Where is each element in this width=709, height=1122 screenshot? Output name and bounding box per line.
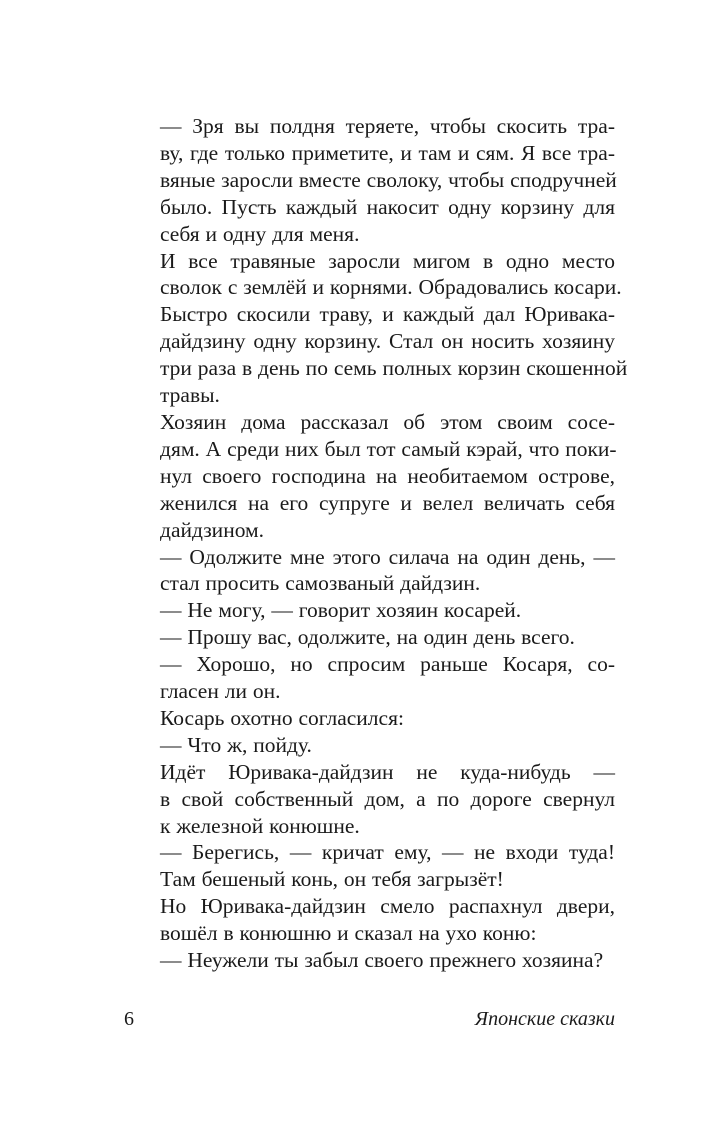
running-title: Японские сказки (474, 1008, 615, 1030)
page-footer (124, 1008, 615, 1036)
text-line: — Берегись, — кричат ему, — не входи туда! (160, 840, 615, 865)
text-line: — Зря вы полдня теряете, чтобы скосить тра- (160, 114, 615, 138)
text-line: Быстро скосили траву, и каждый дал Юривака- (160, 302, 615, 327)
text-line: к железной конюшне. (160, 813, 360, 838)
paragraph-10 (124, 759, 615, 840)
text-line: стал просить самозваный дайдзин. (160, 571, 481, 596)
paragraph-7 (124, 651, 615, 705)
text-line: — Прошу вас, одолжите, на один день всего. (160, 625, 575, 650)
text-line: Там бешеный конь, он тебя загрызёт! (160, 867, 504, 892)
paragraph-2 (124, 248, 628, 409)
text-line: дайдзином. (160, 517, 265, 542)
text-line: ву, где только приметите, и там и сям. Я все тра- (160, 140, 615, 165)
paragraph-3 (124, 409, 615, 544)
text-line: гласен ли он. (160, 679, 281, 704)
paragraph-13 (124, 947, 615, 974)
paragraph-6 (124, 624, 615, 651)
paragraph-4 (124, 544, 615, 598)
paragraph-9 (124, 732, 615, 759)
text-line: Хозяин дома рассказал об этом своим сосе- (160, 409, 615, 434)
text-line: в свой собственный дом, а по дороге свернул (160, 786, 615, 811)
text-line: женился на его супруге и велел величать себя (160, 490, 615, 515)
text-line: вяные заросли вместе сволоку, чтобы сподручней (160, 167, 617, 192)
text-line: себя и одну для меня. (160, 221, 360, 246)
paragraph-8 (124, 705, 615, 732)
text-line: И все травяные заросли мигом в одно место (160, 248, 615, 273)
book-page-body (124, 113, 628, 974)
page-number: 6 (124, 1008, 134, 1030)
text-line: травы. (160, 383, 220, 408)
text-line: дайдзину одну корзину. Стал он носить хозяину (160, 329, 615, 354)
text-line: дям. А среди них был тот самый кэрай, что поки- (160, 436, 617, 461)
text-line: Но Юривака-дайдзин смело распахнул двери, (160, 894, 615, 919)
text-line: Косарь охотно согласился: (160, 705, 404, 730)
paragraph-1 (124, 113, 615, 248)
paragraph-12 (124, 893, 615, 947)
text-line: Идёт Юривака-дайдзин не куда-нибудь — (160, 759, 615, 784)
text-line: — Хорошо, но спросим раньше Косаря, со- (160, 652, 615, 677)
text-line: сволок с землёй и корнями. Обрадовались косари. (160, 275, 622, 300)
text-line: — Не могу, — говорит хозяин косарей. (160, 598, 522, 623)
text-line: — Одолжите мне этого силача на один день, — (160, 544, 615, 569)
text-line: нул своего господина на необитаемом острове, (160, 463, 615, 488)
text-line: вошёл в конюшню и сказал на ухо коню: (160, 921, 537, 946)
paragraph-11 (124, 839, 615, 893)
text-line: было. Пусть каждый накосит одну корзину для (160, 194, 615, 219)
text-line: три раза в день по семь полных корзин скошенной (160, 356, 628, 381)
paragraph-5 (124, 597, 615, 624)
text-line: — Что ж, пойду. (160, 732, 312, 757)
text-line: — Неужели ты забыл своего прежнего хозяина? (160, 948, 604, 973)
